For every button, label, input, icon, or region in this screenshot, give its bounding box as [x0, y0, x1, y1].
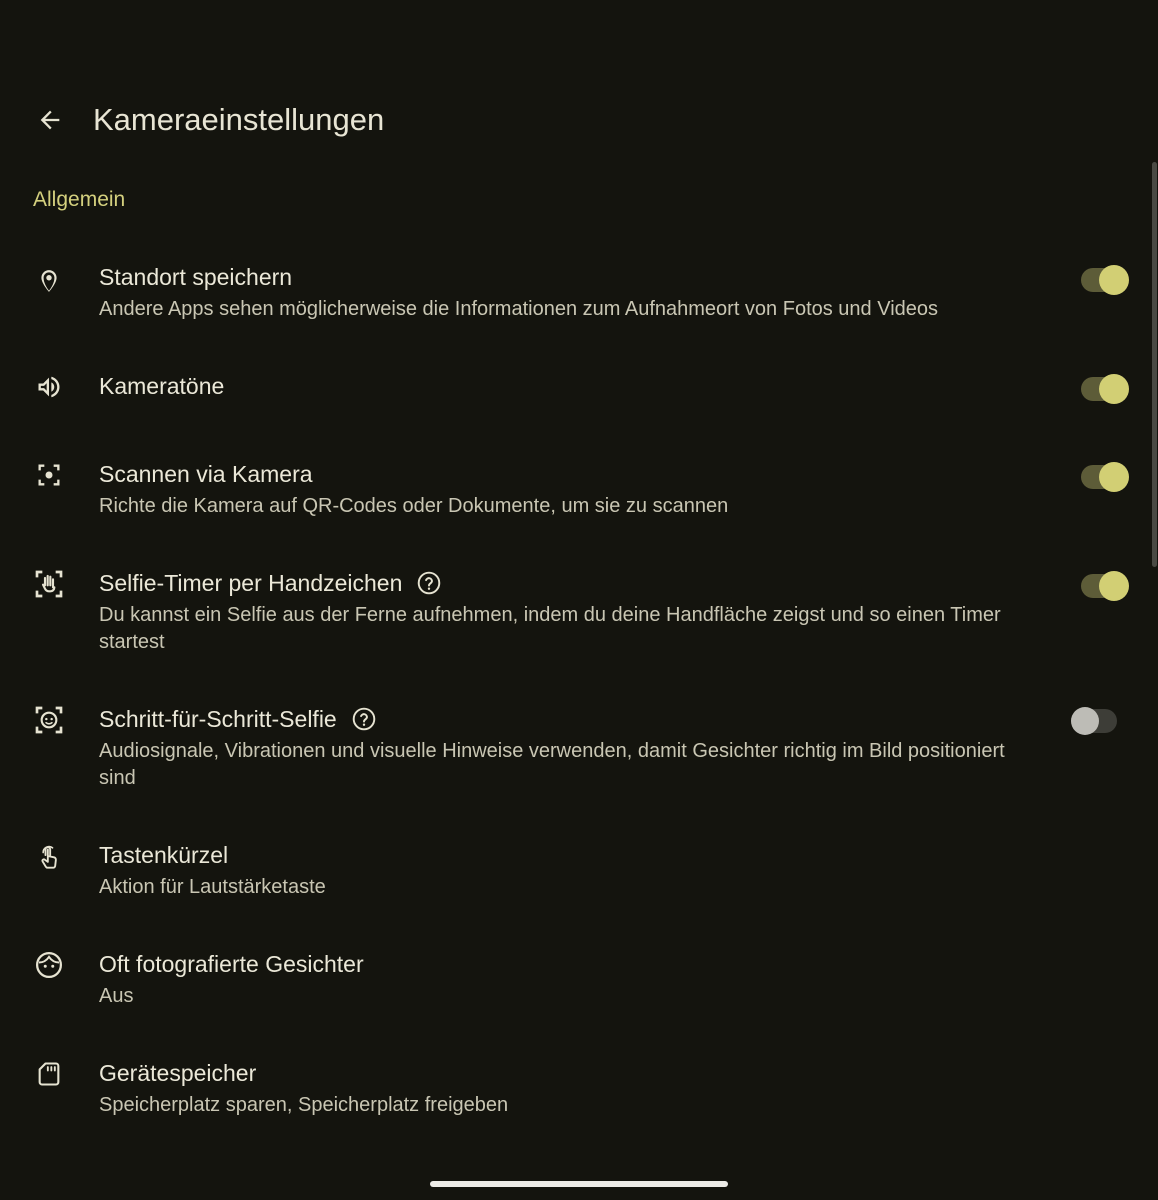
face-frame-icon	[30, 701, 68, 739]
section-header-allgemein: Allgemein	[33, 188, 126, 211]
setting-schritt-fuer-schritt-selfie[interactable]	[0, 704, 1158, 794]
setting-subtitle: Audiosignale, Vibrationen und visuelle Hinweise verwenden, damit Gesichter richtig im Bild positioniert sind	[99, 740, 1005, 789]
scan-icon	[30, 456, 68, 494]
kameratoene-toggle[interactable]	[1081, 377, 1127, 401]
location-pin-icon	[30, 262, 68, 300]
setting-title: Oft fotografierte Gesichter	[99, 951, 364, 977]
setting-subtitle: Du kannst ein Selfie aus der Ferne aufnehmen, indem du deine Handfläche zeigst und so einen Timer startest	[99, 604, 1001, 653]
setting-title: Kameratöne	[99, 373, 225, 399]
touch-icon	[30, 837, 68, 875]
top-app-bar	[0, 82, 1158, 158]
setting-kameratoene[interactable]	[0, 371, 1158, 407]
palm-gesture-icon	[30, 565, 68, 603]
face-icon	[30, 946, 68, 984]
speaker-icon	[30, 368, 68, 406]
setting-tastenkuerzel[interactable]	[0, 840, 1158, 910]
setting-title: Selfie-Timer per Handzeichen	[99, 570, 403, 596]
setting-title: Standort speichern	[99, 264, 293, 290]
help-icon[interactable]	[416, 570, 442, 596]
setting-scannen-via-kamera[interactable]	[0, 459, 1158, 529]
gesture-navigation-bar[interactable]	[430, 1181, 728, 1187]
setting-title: Schritt-für-Schritt-Selfie	[99, 706, 337, 732]
setting-title: Gerätespeicher	[99, 1060, 257, 1086]
standort-toggle[interactable]	[1081, 268, 1127, 292]
arrow-back-icon	[36, 106, 64, 134]
setting-selfie-timer-handzeichen[interactable]	[0, 568, 1158, 658]
scrollbar[interactable]	[1152, 162, 1157, 567]
setting-title: Tastenkürzel	[99, 842, 229, 868]
schritt-selfie-toggle[interactable]	[1071, 709, 1117, 733]
help-icon[interactable]	[351, 706, 377, 732]
setting-subtitle: Speicherplatz sparen, Speicherplatz freigeben	[99, 1094, 509, 1116]
setting-geraetespeicher[interactable]	[0, 1058, 1158, 1128]
sd-card-icon	[30, 1055, 68, 1093]
page-title: Kameraeinstellungen	[93, 102, 385, 137]
setting-subtitle: Aus	[99, 985, 134, 1007]
scannen-toggle[interactable]	[1081, 465, 1127, 489]
setting-standort-speichern[interactable]	[0, 262, 1158, 332]
setting-oft-fotografierte-gesichter[interactable]	[0, 949, 1158, 1019]
setting-subtitle: Richte die Kamera auf QR-Codes oder Dokumente, um sie zu scannen	[99, 495, 729, 517]
setting-title: Scannen via Kamera	[99, 461, 313, 487]
back-button[interactable]	[28, 98, 72, 142]
setting-subtitle: Aktion für Lautstärketaste	[99, 876, 326, 898]
selfie-timer-toggle[interactable]	[1081, 574, 1127, 598]
setting-subtitle: Andere Apps sehen möglicherweise die Informationen zum Aufnahmeort von Fotos und Videos	[99, 298, 939, 320]
